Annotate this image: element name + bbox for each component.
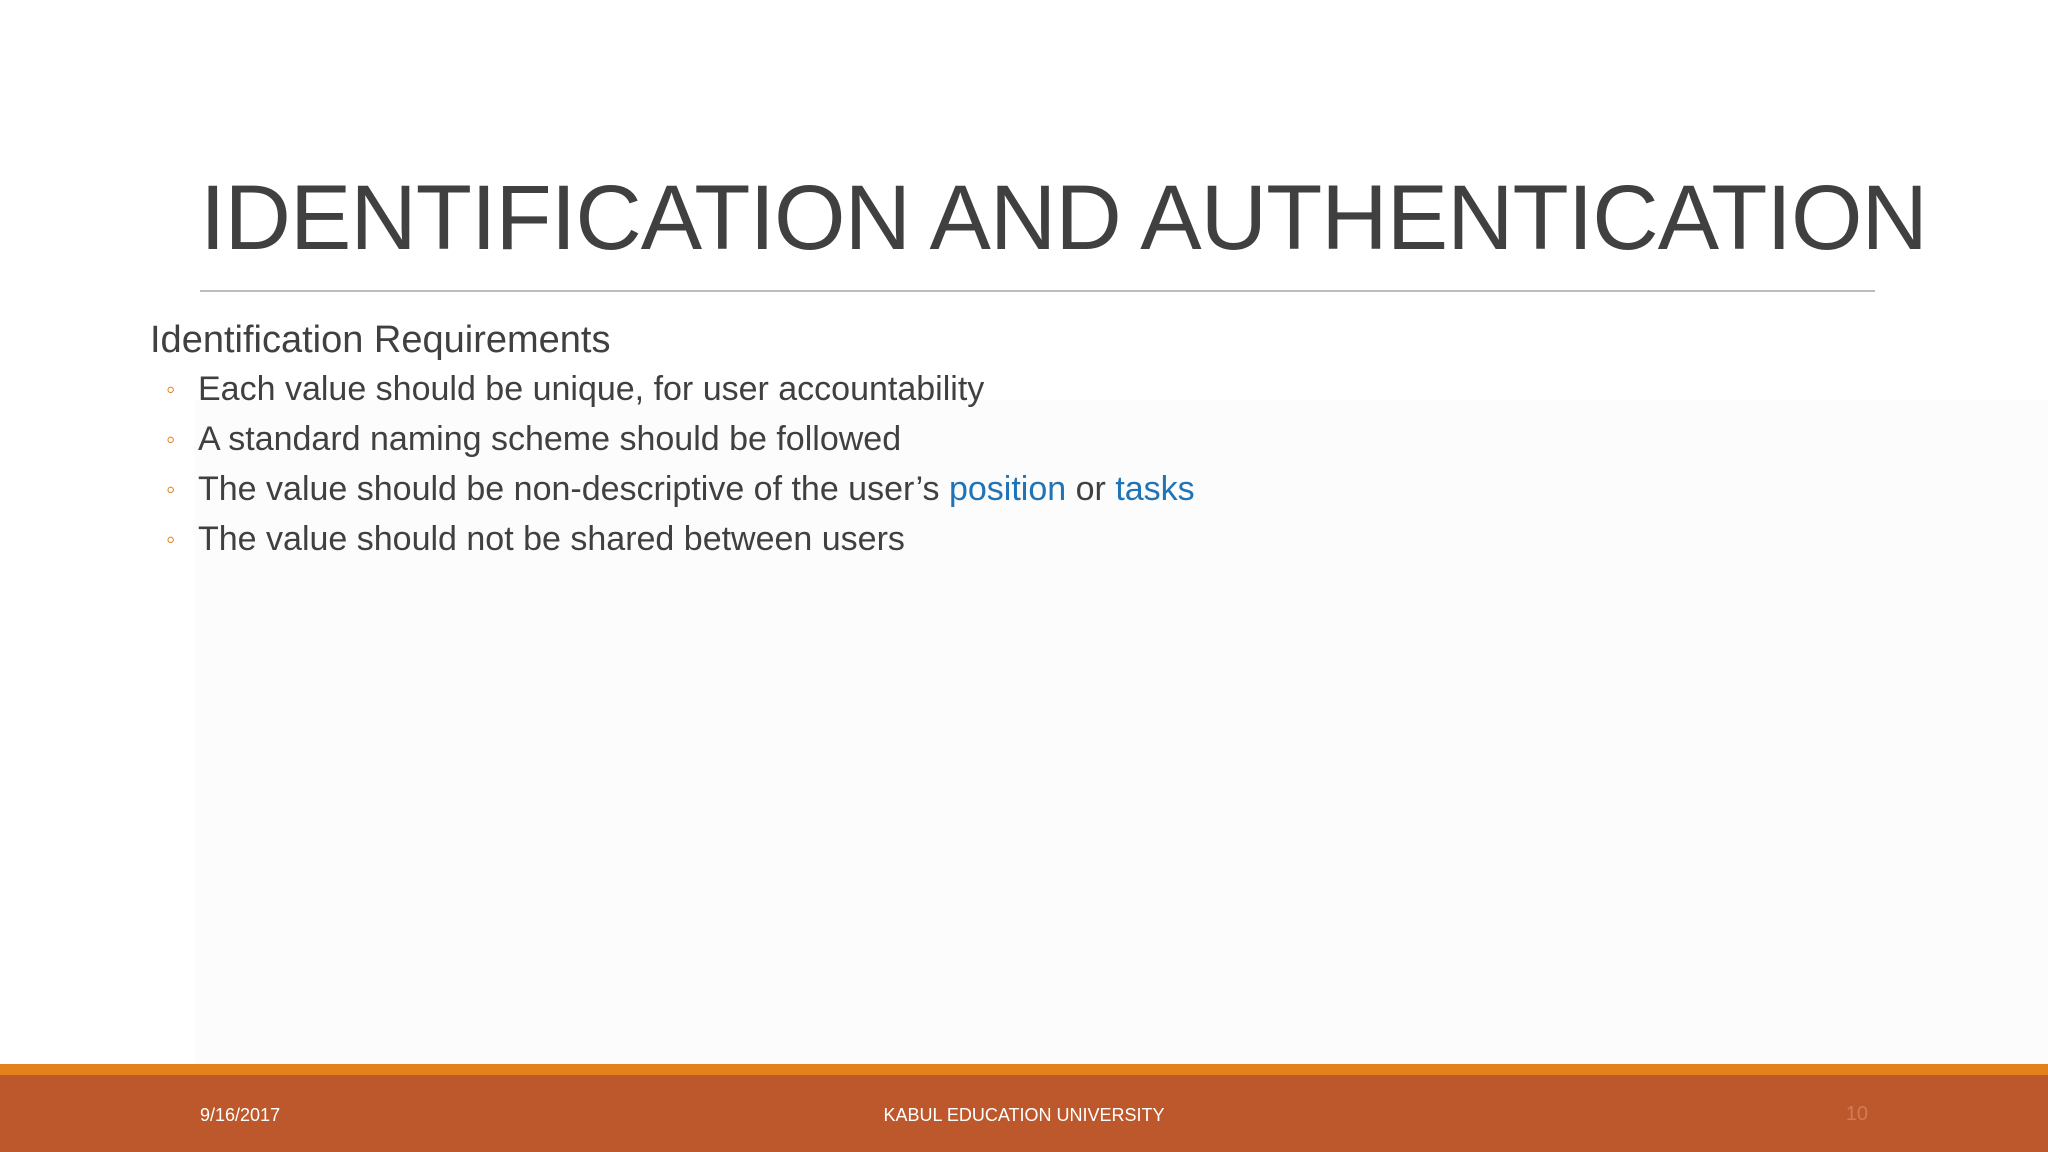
bullet-text: A standard naming scheme should be followed [198, 420, 902, 458]
bullet-marker-icon: ◦ [166, 524, 176, 554]
bullet-item [160, 466, 1195, 516]
position-link[interactable]: position [948, 470, 1067, 508]
bullet-text-middle: or [1066, 470, 1116, 508]
bullet-item [160, 516, 1195, 566]
slide-title: IDENTIFICATION AND AUTHENTICATION [200, 167, 1927, 269]
bullet-text: Each value should be unique, for user accountability [198, 370, 985, 408]
footer-organization: KABUL EDUCATION UNIVERSITY [883, 1105, 1165, 1125]
section-heading: Identification Requirements [150, 319, 611, 361]
bullet-text: The value should not be shared between users [198, 520, 905, 558]
footer-date: 9/16/2017 [200, 1105, 281, 1125]
footer-accent-stripe [0, 1064, 2048, 1075]
bullet-text-before: The value should be non-descriptive of the user’s [198, 470, 949, 508]
bullet-marker-icon: ◦ [166, 424, 176, 454]
bullet-marker-icon: ◦ [166, 474, 176, 504]
bullet-text [198, 466, 1195, 512]
bullet-list [160, 366, 1195, 566]
bullet-marker-icon: ◦ [166, 374, 176, 404]
tasks-link[interactable]: tasks [1115, 470, 1195, 508]
bullet-item [160, 416, 1195, 466]
bullet-item [160, 366, 1195, 416]
slide-page-number: 10 [1845, 1103, 1868, 1125]
title-divider [200, 290, 1875, 292]
